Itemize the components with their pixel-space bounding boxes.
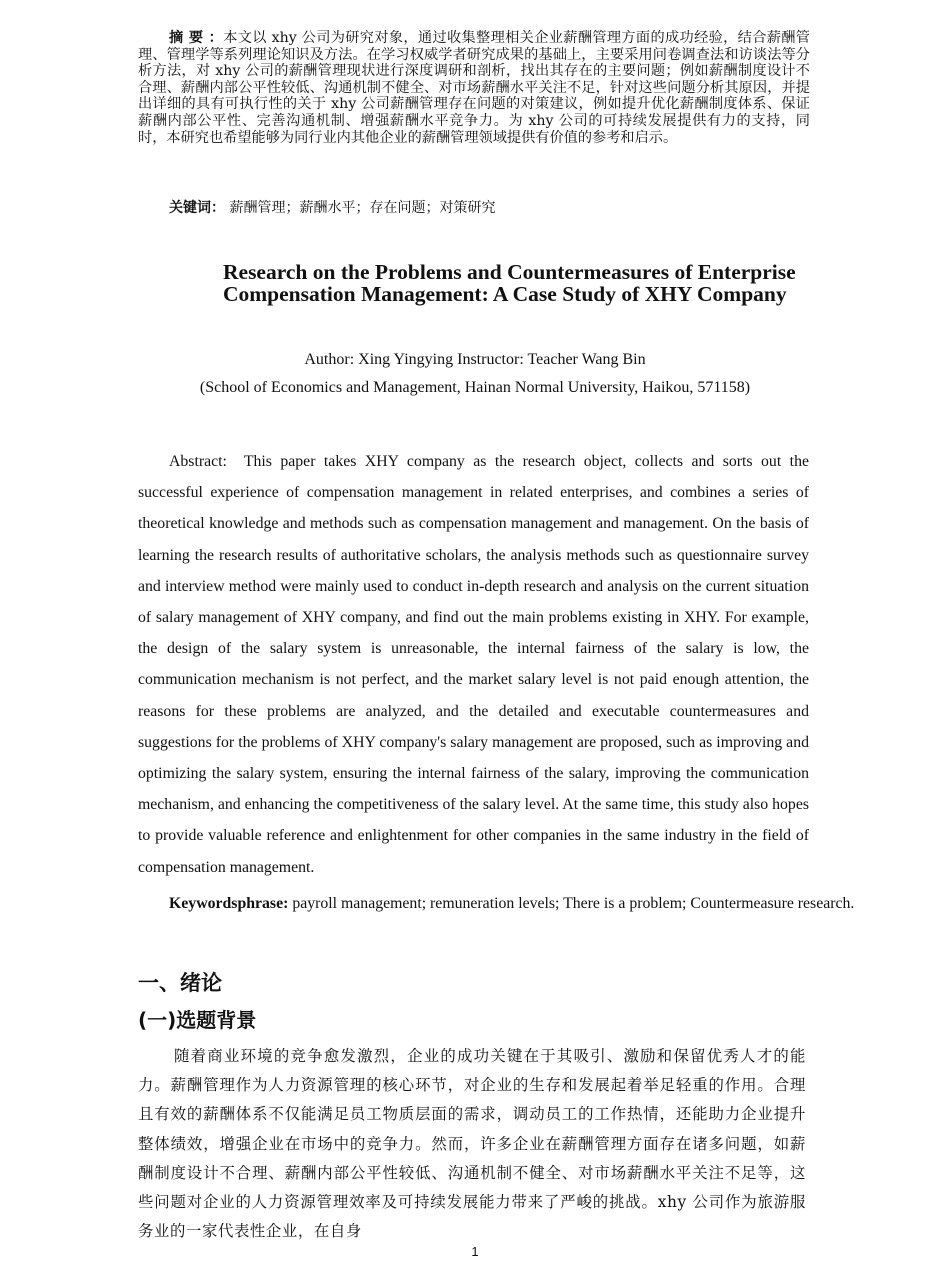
- affiliation-line: (School of Economics and Management, Hainan Normal University, Haikou, 571158): [199, 379, 751, 396]
- english-title-line-1: Research on the Problems and Countermeasures of Enterprise: [223, 260, 796, 284]
- body-paragraph: 随着商业环境的竞争愈发激烈，企业的成功关键在于其吸引、激励和保留优秀人才的能力。薪酬管理作为人力资源管理的核心环节，对企业的生存和发展起着举足轻重的作用。合理且有效的薪酬体系不仅能满足员工物质层面的需求，调动员工的工作热情，还能助力企业提升整体绩效，增强企业在市场中的竞争力。然而，许多企业在薪酬管理方面存在诸多问题，如薪酬制度设计不合理、薪酬内部公平性较低、沟通机制不健全、对市场薪酬水平关注不足等，这些问题对企业的人力资源管理效率及可持续发展能力带来了严峻的挑战。xhy 公司作为旅游服务业的一家代表性企业，在自身: [138, 1047, 806, 1241]
- chinese-abstract-text: 本文以 xhy 公司为研究对象，通过收集整理相关企业薪酬管理方面的成功经验，结合薪酬管理、管理学等系列理论知识及方法。在学习权威学者研究成果的基础上，主要采用问卷调查法和访谈法等分析方法，对 xhy 公司的薪酬管理现状进行深度调研和剖析，找出其存在的主要问题；例如薪酬制度设计不合理、薪酬内部公平性较低、沟通机制不健全、对市场薪酬水平关注不足，针对这些问题分析其原因，并提出详细的具有可执行性的关于 xhy 公司薪酬管理存在问题的对策建议，例如提升优化薪酬制度体系、保证薪酬内部公平性、完善沟通机制、增强薪酬水平竞争力。为 xhy 公司的可持续发展提供有力的支持，同时，本研究也希望能够为同行业内其他企业的薪酬管理领域提供有价值的参考和启示。: [138, 30, 810, 146]
- chinese-abstract-label: 摘 要 ：: [169, 30, 224, 46]
- page-number: 1: [471, 1244, 479, 1259]
- english-abstract: [138, 446, 809, 883]
- author-line: Author: Xing Yingying Instructor: Teacher Wang Bin: [304, 351, 646, 368]
- chinese-abstract: [138, 30, 810, 146]
- english-abstract-text: This paper takes XHY company as the research object, collects and sorts out the successful experience of compensation management in related enterprises, and combines a series of theoretical knowledge and methods such as compensation management and management. On the basis of learning the research results of authoritative scholars, the analysis methods such as questionnaire survey and interview method were mainly used to conduct in-depth research and analysis on the current situation of salary management of XHY company, and find out the main problems existing in XHY. For example, the design of the salary system is unreasonable, the internal fairness of the salary is low, the communication mechanism is not perfect, and the market salary level is not paid enough attention, the reasons for these problems are analyzed, and the detailed and executable countermeasures and suggestions for the problems of XHY company's salary management are proposed, such as improving and optimizing the salary system, ensuring the internal fairness of the salary, improving the communication mechanism, and enhancing the competitiveness of the salary level. At the same time, this study also hopes to provide valuable reference and enlightenment for other companies in the same industry in the field of compensation management.: [138, 453, 809, 876]
- english-keywords-label: Keywordsphrase:: [169, 895, 289, 912]
- section-heading: 一、绪论: [138, 971, 222, 995]
- english-keywords-text: payroll management; remuneration levels; There is a problem; Countermeasure research.: [292, 895, 855, 912]
- english-keywords: [169, 893, 854, 915]
- english-title: [223, 261, 863, 305]
- subsection-heading: (一)选题背景: [138, 1008, 257, 1032]
- chinese-keywords: [169, 199, 495, 217]
- chinese-keywords-label: 关键词：: [169, 200, 225, 216]
- chinese-keywords-text: 薪酬管理；薪酬水平；存在问题；对策研究: [229, 200, 496, 216]
- english-title-line-2: Compensation Management: A Case Study of XHY Company: [223, 282, 787, 306]
- english-abstract-label: Abstract:: [169, 453, 227, 470]
